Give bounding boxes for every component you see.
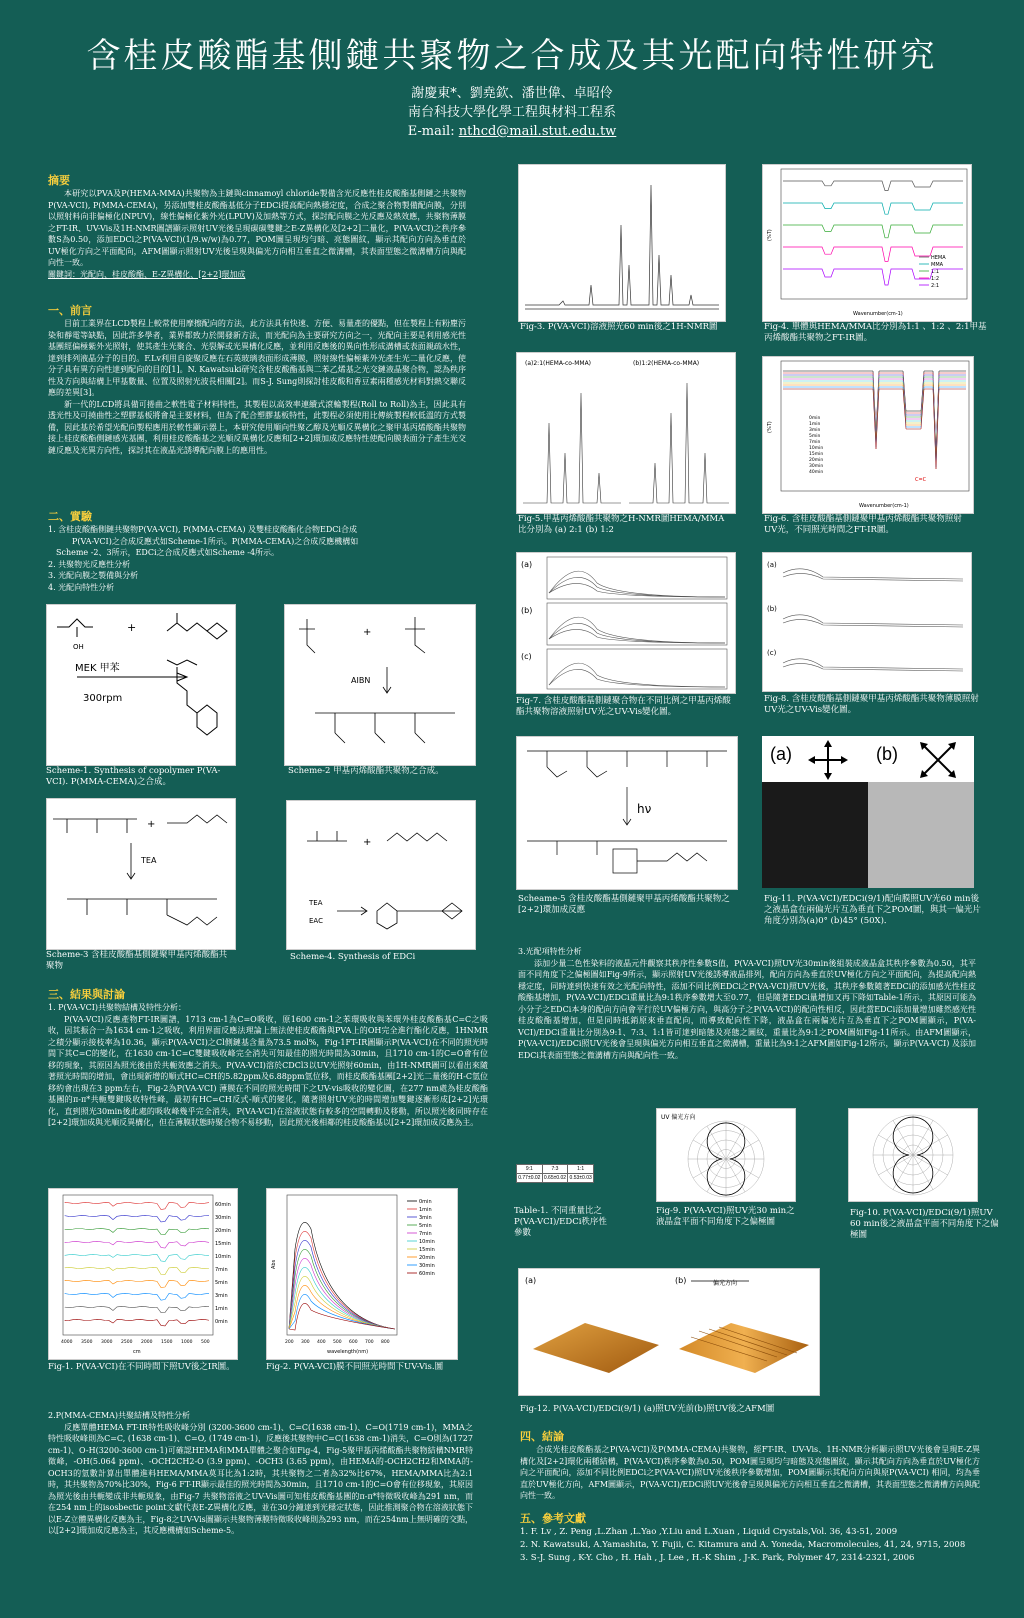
- results-heading: 三、結果與討論: [48, 988, 125, 1001]
- fig-2-x-tick-label: 600: [349, 1340, 358, 1345]
- fig-4-chart: [763, 165, 971, 321]
- fig-1-series-line: [65, 1319, 209, 1325]
- fig-9-grid-spoke: [726, 1159, 759, 1178]
- fig-8: [762, 552, 972, 692]
- fig-1-series-line: [65, 1215, 209, 1222]
- scheme-2-plus: +: [363, 627, 372, 638]
- results-paragraph-2: 反應單體HEMA FT-IR特性吸收峰分別 (3200-3600 cm-1)、C=C(1638 cm-1)、C=O(1719 cm-1)，MMA之特性吸收峰則為C=C, (1638 cm-1)、C=O, (1749 cm-1)，反應後其聚物中C=C(1638 cm-1)消失，C=O則為(1727 cm-1)、O-H(3200-3600 cm-1)可確認HEMA和MMA單體之聚合如Fig-4，Fig-5聚甲基丙烯酸酯共聚物結構NMR特徵峰，-OH(5.064 ppm)、-OCH2CH2-O (3.9 ppm)、-OCH3 (3.65 ppm)，由HEMA的-OCH2CH2和MMA的-OCH3的氫數計算出單體進料HEMA/MMA莫耳比為1:2時，其共聚物之二者為32%比67%，HEMA/MMA比為2:1時，其共聚物為70%比30%，Fig-6 FT-IR顯示最佳的照光時間為30min，且1710 cm-1的C=O會有位移現象，其原因為照光後由共軛變成非共軛現象，由Fig-7 共聚物溶液之UV-Vis圖可知桂皮酸酯基團的π-π*特徵吸收峰為291 nm，而在254 nm上的isosbectic point文獻代表E-Z異構化反應，並在30分鐘達到光穩定狀態，因此推測聚合物在溶液狀態下以E-Z立體異構化反應為主，Fig-8之UV-Vis圖顯示共聚物薄膜特徵吸收峰則為293 nm，而在254nm上無明確的交點，以[2+2]環加成反應為主，其反應機構如Scheme-5。: [48, 1422, 473, 1535]
- scheme-5-drawing: [517, 737, 737, 889]
- fig-10-grid-spoke: [913, 1120, 933, 1155]
- fig-11: [762, 736, 974, 888]
- fig-4-series-line: [783, 203, 963, 214]
- fig-1-series-line: [65, 1280, 209, 1287]
- scheme-1-figure: [46, 604, 236, 766]
- fig-12-afm-surface-b: [679, 1323, 809, 1373]
- fig-1-x-tick-label: 500: [201, 1340, 210, 1345]
- fig-2-x-tick-label: 800: [381, 1340, 390, 1345]
- conclusion-text: 合成光桂皮酸酯基之P(VA-VCI)及P(MMA-CEMA)共聚物，經FT-IR、UV-Vis、1H-NMR分析顯示照UV光後會呈現E-Z異構化及[2+2]環化兩種結構，P(VA-VCI)秩序參數為0.50，POM圖呈現均勻暗態及亮態圖紋，顯示其配向方向為垂直於UV極化方向之平面配向，添加不同比例EDCi之P(VA-VCI)照UV光後秩序參數增加，POM圖顯示其配向方向與原P(VA-VCI) 相同，均為垂直於UV極化方向，AFM圖顯示，P(VA-VCI)/EDCi照UV光後會呈現與偏光方向相互垂直之微溝槽，其表面型態之微溝槽方向與配向性一致。: [520, 1445, 980, 1500]
- fig-6-caption: Fig-6. 含桂皮酸酯基側鏈聚甲基丙烯酸酯共聚物照射UV光，不同照光時間之FT-IR圖。: [764, 514, 962, 535]
- fig-2-x-tick-label: 300: [301, 1340, 310, 1345]
- reference-2: 2. N. Kawatsuki, A.Yamashita, Y. Fujii, C. Kitamura and A. Yoneda, Macromolecules, 41, 24, 9715, 2008: [520, 1540, 966, 1550]
- fig-1-series-line: [65, 1202, 209, 1209]
- fig-6-legend-label: 7min: [809, 440, 821, 445]
- fig-5: [516, 352, 736, 514]
- fig-11-label-b: (b): [876, 744, 898, 764]
- fig-10-grid-spoke: [913, 1135, 948, 1155]
- table-1-header-cell: 1:1: [568, 1165, 594, 1174]
- fig-12-polarization-label: 偏光方向: [713, 1280, 738, 1287]
- fig-6-y-axis-label: (%T): [767, 421, 773, 433]
- fig-9-grid-spoke: [707, 1159, 726, 1192]
- table-1-caption: Table-1. 不同重量比之P(VA-VCI)/EDCi秩序性參數: [514, 1206, 607, 1238]
- affiliation: 南台科技大學化學工程與材料工程系: [407, 105, 616, 120]
- fig-9-label: UV 偏光方向: [661, 1114, 696, 1121]
- author-block: [0, 84, 1024, 141]
- fig-1-legend-label: 0min: [215, 1319, 228, 1325]
- fig-4: [762, 164, 972, 322]
- fig-1-legend-label: 20min: [215, 1228, 231, 1234]
- fig-2-legend-label: 7min: [419, 1231, 432, 1237]
- fig-1-caption: Fig-1. P(VA-VCI)在不同時間下照UV後之IR圖。: [48, 1362, 235, 1372]
- scheme-3-base: TEA: [141, 856, 157, 865]
- fig-2-y-axis-label: Abs: [271, 1259, 277, 1269]
- fig-1-legend-label: 60min: [215, 1202, 231, 1208]
- fig-1-series-line: [65, 1293, 209, 1300]
- scheme-1-solvent: MEK 甲苯: [75, 663, 120, 674]
- fig-3-nmr: [519, 165, 725, 321]
- fig-4-plot-frame: [781, 169, 967, 299]
- scheme-4-drawing: [287, 801, 475, 949]
- fig-11-polarizer-cross-icon: [808, 740, 848, 780]
- scheme-2-caption: Scheme-2 甲基丙烯酸酯共聚物之合成。: [288, 766, 444, 776]
- keywords: 關鍵詞：光配向、桂皮酸酯、E-Z異構化、[2+2]環加成: [48, 269, 246, 279]
- fig-12-panel-a: (a): [525, 1276, 537, 1285]
- fig-1-x-tick-label: 3000: [101, 1340, 113, 1345]
- fig-4-legend-label: HEMA: [931, 255, 946, 261]
- reference-3: 3. S-J. Sung , K-Y. Cho , H. Hah , J. Lee , H.-K Shim , J-K. Park, Polymer 47, 2314-2321, 2006: [520, 1553, 915, 1563]
- table-1-value-cell: 0.77±0.02: [518, 1175, 541, 1181]
- fig-6-chart: [763, 357, 973, 513]
- fig-3-caption: Fig-3. P(VA-VCI)溶液照光60 min後之1H-NMR圖: [520, 322, 718, 332]
- fig-12: [518, 1268, 820, 1396]
- email-line: [0, 122, 1024, 141]
- table-1-value-cell: 0.65±0.02: [543, 1175, 567, 1181]
- results-paragraph-3: 添加少量二色性染料的液晶元件觀察其秩序性參數S值，P(VA-VCI)照UV光30min後組裝成液晶盒其秩序參數為0.50，其平面不同角度下之偏極圖如Fig-9所示，顯示照射UV光後誘導液晶排列，配向方向為垂直於UV極化方向之平面配向，為提高配向熱穩定度，同時達到快速有效之光配向特性，添加不同比例EDCi之P(VA-VCI)照UV光後，其秩序參數隨著EDCi的添加感光性桂皮酸酯基增加，P(VA-VCI)/EDCi重量比為9:1秩序參數增大至0.77，但是隨著EDCi量增加又再下降如Table-1所示，其原因可能為小分子之EDCi本身的配向方向會平行於UV偏極方向，與高分子之P(VA-VCI)的配向性相反，因此當EDCi添加量增加雖然感光性桂皮酸酯基增加，但是同時抵銷原來垂直配向，而導致配向性下降，液晶盒在兩偏光片互為垂直下之POM圖顯示，P(VA-VCI)/EDCi重量比分別為9:1、7:3、1:1皆可達到暗態及亮態之圖紋，重量比為9:1之POM圖如Fig-11所示。由AFM圖顯示， P(VA-VCI)/EDCi照UV光後會呈現與偏光方向相互垂直之微溝槽，重量比為9:1之AFM圖如Fig-12所示，顯示P(VA-VCI) 及添加EDCi其表面型態之微溝槽方向與配向性一致。: [518, 958, 976, 1060]
- fig-9-grid-spoke: [693, 1159, 726, 1178]
- scheme-1-oh: OH: [73, 643, 84, 651]
- fig-1: [48, 1188, 238, 1360]
- fig-1-x-tick-label: 1000: [181, 1340, 193, 1345]
- fig-10: [848, 1108, 978, 1202]
- fig-7: [516, 552, 736, 694]
- conclusion-heading: 四、結論: [520, 1430, 564, 1443]
- fig-8-panel-c: (c): [767, 649, 777, 657]
- fig-2-x-axis-label: wavelength(nm): [327, 1349, 369, 1355]
- table-1-value-cell: 0.53±0.03: [569, 1175, 592, 1181]
- fig-4-legend-label: 2:1: [931, 283, 940, 289]
- fig-1-legend-label: 3min: [215, 1293, 228, 1299]
- scheme-3-figure: [46, 798, 236, 950]
- fig-1-x-tick-label: 2500: [121, 1340, 133, 1345]
- table-1-value-row: [517, 1174, 594, 1183]
- fig-9-grid-spoke: [726, 1140, 759, 1159]
- results-section: [48, 986, 488, 1129]
- fig-1-legend-label: 7min: [215, 1267, 228, 1273]
- fig-2-caption: Fig-2. P(VA-VCI)膜不同照光時間下UV-Vis.圖: [266, 1362, 444, 1372]
- fig-1-legend-label: 15min: [215, 1241, 231, 1247]
- email-link[interactable]: nthcd@mail.stut.edu.tw: [458, 124, 617, 139]
- fig-6-legend-label: 10min: [809, 446, 824, 451]
- results-section-3: [518, 946, 976, 1061]
- experiment-item-1b: Scheme -2、3所示，EDCi之合成反應式如Scheme -4所示。: [56, 548, 280, 557]
- results-paragraph-1: P(VA-VCI)反應產物FT-IR圖譜，1713 cm-1為C=O吸收，原1600 cm-1之苯環吸收與苯環外桂皮酸酯基C=C之吸收，因其振合一為1634 cm-1之吸收，利用界面反應法理論上無法使桂皮酸酯與PVA上的OH完全進行酯化反應，1HNMR之積分顯示接枝率為10.36，顯示P(VA-VCI)之Cl側鏈基含量為73.5 mol%，Fig-1FT-IR圖顯示P(VA-VCI)在不同的照光時間下其C=C的變化，在1630 cm-1C=C雙鍵吸收峰完全消失可知最佳的照光時間為30min，且1710 cm-1的C=O會有位移的現象，其原因為照光後由於共軛效應之消失。P(VA-VCI)溶於CDCl3以UV光照射60min，由1H-NMR圖可以看出來隨著照光時間的增加，會出現新增的順式HC=CH的5.82ppm及6.88ppm氫位移，而桂皮酸酯基團[2+2]光二量後的H-C氫位移約會出現在3 ppm左右，Fig-2為P(VA-VCI) 薄膜在不同的照光時間下之UV-vis吸收的變化圖，在277 nm處為桂皮酸酯基團的π-π*共軛雙鍵吸收特性峰，最初有HC=CH反式-順式的變化，隨著照射UV光的時間增加雙鍵逐漸形成[2+2]光環化，直到照光30min後此處的吸收峰幾乎完全消失，P(VA-VCI)在溶液狀態有較多的空間轉動及移動，所以照光後同時存在[2+2]環加成與光順反異構化，但在薄膜狀態時聚合物不易移動，因此照光後相鄰的桂皮酸酯基以[2+2]環加成反應為主。: [48, 1014, 488, 1127]
- fig-2-x-tick-label: 500: [333, 1340, 342, 1345]
- fig-10-grid-spoke: [893, 1120, 913, 1155]
- fig-6-legend-label: 40min: [809, 470, 824, 475]
- fig-2-series-line: [289, 1222, 395, 1329]
- experiment-item-2: 2. 共聚物光反應性分析: [48, 559, 131, 569]
- scheme-1-rpm: 300rpm: [83, 693, 123, 704]
- fig-1-x-tick-label: 4000: [61, 1340, 73, 1345]
- fig-5-label-b: (b)1:2(HEMA-co-MMA): [633, 360, 700, 367]
- fig-1-series-line: [65, 1254, 209, 1261]
- intro-paragraph-2: 新一代的LCD將具備可捲曲之軟性電子材料特性，其製程以高效率連續式滾輪製程(Roll to Roll)為主，因此具有透光性及可撓曲性之塑膠基板將會是主要材料，但為了配合塑膠基板特性，此製程必須使用比傳統製程較低溫的方式製備，因此基於希望光配向製程應用於軟性顯示器上，本研究使用順向性聚乙醇及光順反異構化之聚甲基丙烯酸酯共聚物接上桂皮酸酯側鏈感光基團，利用桂皮酸酯基之光順反異構化反應和[2+2]環加成反應特性使配向膜表面分子產生光交鏈反應及光異方向性，探討其在液晶光誘導配向膜上的應用性。: [48, 399, 466, 455]
- experiment-item-4: 4. 光配向特性分析: [48, 582, 115, 592]
- results-subheading-2: 2.P(MMA-CEMA)共聚結構及特性分析: [48, 1411, 191, 1420]
- scheme-2-initiator: AIBN: [351, 676, 371, 685]
- fig-2-legend-label: 10min: [419, 1239, 435, 1245]
- fig-1-series-line: [65, 1228, 209, 1234]
- fig-6-cc-annotation: C=C: [915, 477, 927, 483]
- fig-10-polar-chart: [849, 1109, 977, 1201]
- fig-6-legend-label: 15min: [809, 452, 824, 457]
- fig-9-polar-chart: [657, 1109, 795, 1201]
- fig-9: [656, 1108, 796, 1202]
- fig-6-legend-label: 3min: [809, 428, 821, 433]
- fig-2-series-line: [289, 1258, 395, 1329]
- fig-11-label-a: (a): [770, 744, 792, 764]
- fig-2-chart: [267, 1189, 457, 1359]
- fig-6-legend-label: 20min: [809, 458, 824, 463]
- fig-2-x-tick-label: 400: [317, 1340, 326, 1345]
- poster-title: 含桂皮酸酯基側鏈共聚物之合成及其光配向特性研究: [86, 36, 938, 76]
- fig-8-caption: Fig-8. 含桂皮酸酯基側鏈聚甲基丙烯酸酯共聚物薄膜照射UV光之UV-Vis變化圖。: [764, 694, 979, 715]
- fig-2-series-line: [289, 1249, 395, 1329]
- fig-1-legend-label: 5min: [215, 1280, 228, 1286]
- scheme-3-caption: Scheme-3 含桂皮酸酯基側鏈聚甲基丙烯酸酯共聚物: [46, 950, 228, 971]
- fig-1-chart: [49, 1189, 237, 1359]
- table-1-header-cell: 9:1: [517, 1165, 543, 1174]
- fig-4-x-axis-label: Wavenumber(cm-1): [853, 311, 903, 317]
- fig-8-chart: [763, 553, 971, 691]
- fig-5-caption: Fig-5.甲基丙烯酸酯共聚物之H-NMR圖HEMA/MMA比分別為 (a) 2:1 (b) 1:2: [518, 514, 725, 535]
- scheme-4-figure: [286, 800, 476, 950]
- fig-2-plot-frame: [287, 1195, 397, 1335]
- intro-paragraph-1: 目前工業界在LCD製程上較常使用摩擦配向的方法，此方法具有快速、方便、易量產的優點，但在製程上有粉塵污染和靜電等缺點，因此許多學者，業界都致力於開發新方法，而光配向為主要研究方向之一，光配向主要是利用感光性基團經偏極紫外光照射，使其產生光聚合、光裂解或光異構化反應，並利用反應後的異向性形成溝槽或表面親疏水性，達到排列液晶分子的目的。F.Lv利用自旋聚反應在石英玻璃表面形成薄膜，照射線性偏極紫外光產生光二量化反應，使分子具有異方向性達到配向的目的[1]。N. Kawatsuki研究含桂皮酸酯基與二苯乙烯基之光交鏈液晶聚合物，認為秩序性及方向與結構上甲基數量、位置及照射光波長相關[2]。而S-J. Sung則探討桂皮酸和香豆素兩種感光材料對熱交聯反應的差異[3]。: [48, 319, 466, 397]
- abstract-section: [48, 172, 466, 280]
- fig-4-series-line: [783, 181, 963, 191]
- scheme-3-plus: +: [147, 819, 156, 830]
- reference-1: 1. F. Lv , Z. Peng ,L.Zhan ,L.Yao ,Y.Liu and L.Xuan , Liquid Crystals,Vol. 36, 43-51, 2009: [520, 1527, 898, 1537]
- scheme-3-drawing: [47, 799, 235, 949]
- fig-10-caption: Fig-10. P(VA-VCI)/EDCi(9/1)照UV 60 min後之液晶盒平面不同角度下之偏極圖: [850, 1208, 999, 1240]
- authors: 謝慶東*、劉堯欽、潘世偉、卓昭伶: [411, 86, 613, 101]
- fig-1-x-axis-label: cm: [133, 1349, 141, 1355]
- fig-7-panel-a: (a): [521, 560, 533, 569]
- fig-1-x-tick-label: 2000: [141, 1340, 153, 1345]
- fig-6-legend-label: 30min: [809, 464, 824, 469]
- intro-section: [48, 302, 466, 456]
- fig-10-grid-spoke: [913, 1155, 948, 1175]
- experiment-section: [48, 508, 468, 593]
- fig-1-legend-label: 1min: [215, 1306, 228, 1312]
- fig-2-legend-label: 0min: [419, 1199, 432, 1205]
- fig-9-grid-spoke: [707, 1126, 726, 1159]
- fig-2-x-tick-label: 200: [285, 1340, 294, 1345]
- fig-12-caption: Fig-12. P(VA-VCI)/EDCi(9/1) (a)照UV光前(b)照UV後之AFM圖: [520, 1404, 775, 1414]
- fig-5-nmr: [517, 353, 735, 513]
- fig-4-legend-label: 1:2: [931, 276, 940, 282]
- fig-9-grid-spoke: [693, 1140, 726, 1159]
- results-section-2: [48, 1410, 473, 1537]
- scheme-1-drawing: [47, 605, 235, 765]
- scheme-4-base: TEA: [309, 899, 323, 907]
- fig-4-legend-label: 1:1: [931, 269, 940, 275]
- experiment-heading: 二、實驗: [48, 510, 92, 523]
- table-1: [516, 1164, 594, 1183]
- fig-6-legend-label: 0min: [809, 416, 821, 421]
- fig-1-x-tick-label: 3500: [81, 1340, 93, 1345]
- fig-3: [518, 164, 726, 322]
- fig-8-panel-b: (b): [767, 605, 777, 613]
- results-subheading-1: 1. P(VA-VCI)共聚物結構及特性分析：: [48, 1003, 186, 1012]
- fig-9-caption: Fig-9. P(VA-VCI)照UV光30 min之液晶盒平面不同角度下之偏極圖: [656, 1206, 795, 1227]
- fig-1-series-line: [65, 1241, 209, 1248]
- fig-1-series-line: [65, 1267, 209, 1274]
- table-1-header-row: [517, 1165, 594, 1174]
- fig-1-legend-label: 30min: [215, 1215, 231, 1221]
- fig-7-caption: Fig-7. 含桂皮酸酯基側鏈聚合物在不同比例之甲基丙烯酸酯共聚物溶液照射UV光之UV-Vis變化圖。: [516, 696, 731, 717]
- fig-2: [266, 1188, 458, 1360]
- conclusion-section: [520, 1428, 980, 1502]
- experiment-item-1: 1. 含桂皮酸酯側鏈共聚物P(VA-VCI), P(MMA-CEMA) 及雙桂皮酸酯化合物EDCi合成: [48, 525, 357, 534]
- fig-12-afm-images: [519, 1269, 819, 1395]
- fig-2-legend-label: 15min: [419, 1247, 435, 1253]
- fig-1-x-tick-label: 1500: [161, 1340, 173, 1345]
- fig-2-legend-label: 3min: [419, 1215, 432, 1221]
- scheme-5-hv: hν: [637, 802, 652, 816]
- fig-6-x-axis-label: Wavenumber(cm-1): [859, 503, 909, 509]
- fig-11-caption: Fig-11. P(VA-VCI)/EDCi(9/1)配向膜照UV光60 min後之液晶盒在兩偏光片互為垂直下之POM圖，與其一偏光片角度分別為(a)0° (b)45° (50X)．: [764, 894, 981, 926]
- fig-2-legend-label: 20min: [419, 1255, 435, 1261]
- fig-2-x-tick-label: 700: [365, 1340, 374, 1345]
- fig-10-grid-spoke: [913, 1155, 933, 1190]
- fig-1-series-line: [65, 1306, 209, 1312]
- fig-6-legend-label: 5min: [809, 434, 821, 439]
- fig-2-legend-label: 1min: [419, 1207, 432, 1213]
- experiment-item-3: 3. 光配向膜之製備與分析: [48, 571, 139, 580]
- fig-9-grid-spoke: [726, 1159, 745, 1192]
- abstract-text: 本研究以PVA及P(HEMA-MMA)共聚物為主鏈與cinnamoyl chloride製備含光反應性桂皮酸酯基側鏈之共聚物P(VA-VCI), P(MMA-CEMA)，另添加雙桂皮酸酯基低分子EDCi提高配向熱穩定度，合成之聚合物製備配向膜，分別以照射料向非偏極化(NPUV)，線性偏極化紫外光(LPUV)及加熱等方式，探討配向膜之光反應及熱效應，共聚物薄膜之FT-IR、UV-Vis及1H-NMR圖譜顯示照射UV光後呈現碳碳雙鍵之E-Z異構化及[2+2]二量化，P(VA-VCI)之秩序參數S為0.50，添加EDCi之P(VA-VCI)(1/9.w/w)為0.77，POM圖呈現均勻暗、亮態圖紋，顯示其配向方向為垂直於UV極化方向之平面配向，AFM圖顯示照射UV光後呈現與偏光方向相互垂直之微溝槽，其表面型態之微溝槽方向與配向性一致。: [48, 189, 466, 267]
- fig-12-afm-surface-a: [533, 1323, 659, 1373]
- fig-11-polarizer-diagonal-icon: [918, 740, 958, 780]
- fig-7-panel-b: (b): [521, 606, 533, 615]
- scheme-2-drawing: [285, 605, 475, 765]
- email-label: E-mail:: [407, 124, 459, 139]
- scheme-2-figure: [284, 604, 476, 766]
- references-section: [520, 1510, 990, 1565]
- fig-5-label-a: (a)2:1(HEMA-co-MMA): [525, 360, 592, 367]
- fig-8-panel-a: (a): [767, 561, 777, 569]
- table-1-grid: [516, 1164, 594, 1183]
- results-subheading-3: 3.光配項特性分析: [518, 947, 582, 956]
- fig-6-legend-label: 1min: [809, 422, 821, 427]
- scheme-4-plus: +: [363, 837, 372, 848]
- fig-4-y-axis-label: (%T): [767, 229, 773, 241]
- fig-10-grid-spoke: [878, 1155, 913, 1175]
- scheme-5-caption: Scheame-5 含桂皮酸酯基側鏈聚甲基丙烯酸酯共聚物之[2+2]環加成反應: [518, 894, 730, 915]
- fig-4-series-line: [783, 225, 963, 238]
- fig-1-legend-label: 10min: [215, 1254, 231, 1260]
- fig-4-caption: Fig-4. 單體與HEMA/MMA比分別為1:1 、1:2 、2:1甲基丙烯酸酯共聚物之FT-IR圖。: [764, 322, 987, 343]
- intro-heading: 一、前言: [48, 304, 92, 317]
- fig-10-grid-spoke: [878, 1135, 913, 1155]
- scheme-4-solvent: EAC: [309, 917, 323, 925]
- fig-2-legend-label: 60min: [419, 1271, 435, 1277]
- fig-9-grid-spoke: [726, 1126, 745, 1159]
- fig-2-series-line: [289, 1276, 395, 1329]
- fig-2-legend-label: 5min: [419, 1223, 432, 1229]
- scheme-1-plus: +: [127, 621, 137, 634]
- references-heading: 五、參考文獻: [520, 1512, 586, 1525]
- scheme-4-caption: Scheme-4. Synthesis of EDCi: [290, 952, 416, 962]
- scheme-1-caption: Scheme-1. Synthesis of copolymer P(VA-VCI). P(MMA-CEMA)之合成。: [46, 766, 221, 787]
- fig-6: [762, 356, 974, 514]
- fig-12-panel-b: (b): [675, 1276, 687, 1285]
- experiment-item-1a: P(VA-VCI)之合成反應式如Scheme-1所示。P(MMA-CEMA)之合成反應機構如: [72, 536, 359, 546]
- table-1-header-cell: 7:3: [542, 1165, 568, 1174]
- fig-10-grid-spoke: [893, 1155, 913, 1190]
- fig-2-series-line: [289, 1231, 395, 1329]
- abstract-heading: 摘要: [48, 174, 70, 187]
- fig-4-legend-label: MMA: [931, 262, 944, 268]
- scheme-5-figure: [516, 736, 738, 890]
- fig-7-chart: [517, 553, 735, 693]
- fig-7-panel-c: (c): [521, 652, 532, 661]
- fig-2-legend-label: 30min: [419, 1263, 435, 1269]
